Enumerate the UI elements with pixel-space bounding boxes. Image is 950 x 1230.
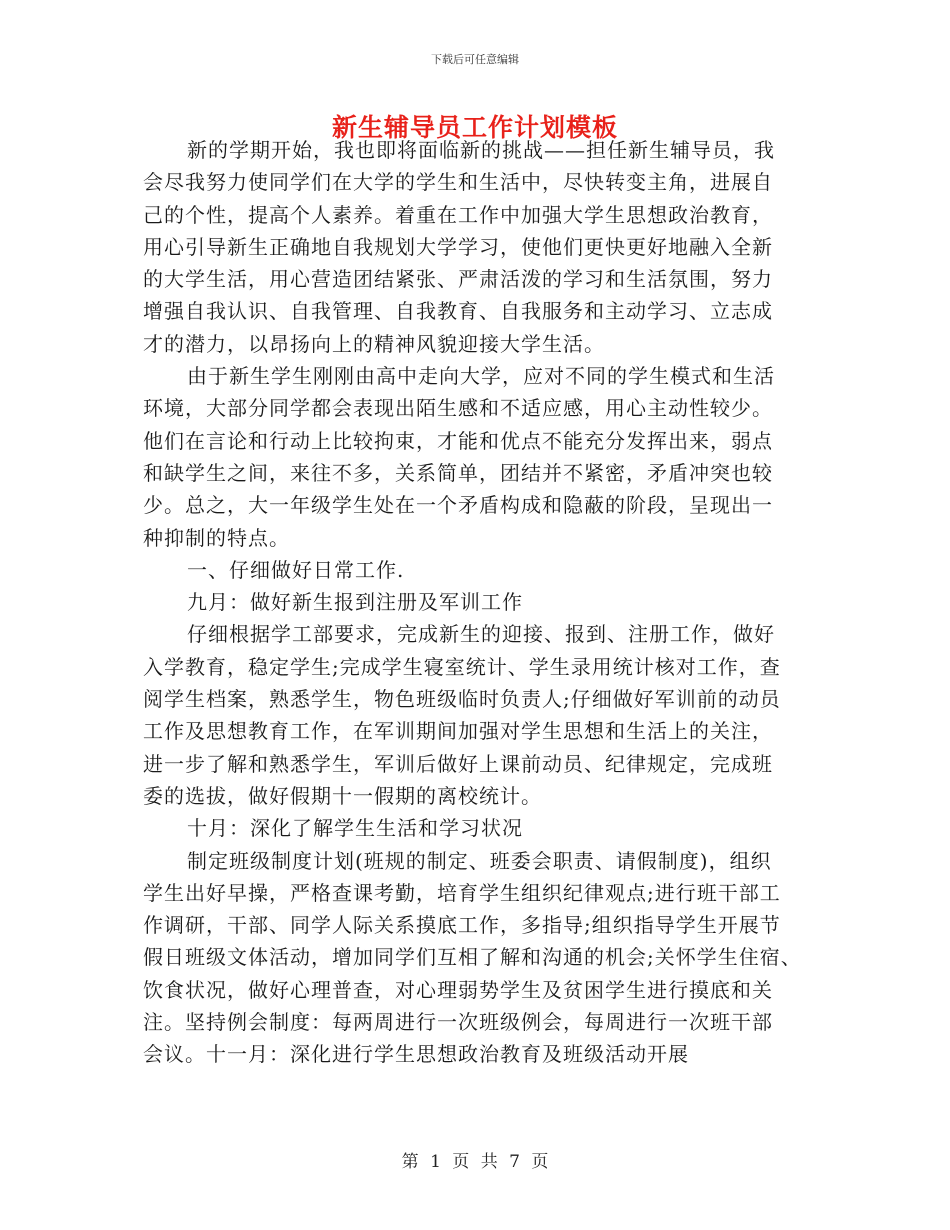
text-line: 和缺学生之间，来往不多，关系简单，团结并不紧密，矛盾冲突也较 — [143, 460, 773, 485]
document-title: 新生辅导员工作计划模板 — [331, 113, 618, 142]
text-line: 仔细根据学工部要求，完成新生的迎接、报到、注册工作，做好 — [187, 622, 775, 647]
text-line: 增强自我认识、自我管理、自我教育、自我服务和主动学习、立志成 — [143, 299, 773, 324]
text-line: 饮食状况，做好心理普查，对心理弱势学生及贫困学生进行摸底和关 — [143, 977, 773, 1002]
text-line: 环境，大部分同学都会表现出陌生感和不适应感，用心主动性较少。 — [143, 396, 773, 421]
text-line: 种抑制的特点。 — [143, 525, 290, 550]
text-line: 九月：做好新生报到注册及军训工作 — [187, 590, 523, 615]
text-line: 工作及思想教育工作，在军训期间加强对学生思想和生活上的关注， — [143, 719, 773, 744]
text-line: 一、仔细做好日常工作. — [187, 557, 405, 582]
text-line: 学生出好早操，严格查课考勤，培育学生组织纪律观点;进行班干部工 — [143, 880, 781, 905]
text-line: 才的潜力，以昂扬向上的精神风貌迎接大学生活。 — [143, 331, 605, 356]
text-line: 委的选拔，做好假期十一假期的离校统计。 — [143, 783, 542, 808]
text-line: 阅学生档案，熟悉学生，物色班级临时负责人;仔细做好军训前的动员 — [143, 687, 781, 712]
text-line: 进一步了解和熟悉学生，军训后做好上课前动员、纪律规定，完成班 — [143, 751, 773, 776]
text-line: 十月：深化了解学生生活和学习状况 — [187, 816, 523, 841]
text-line: 己的个性，提高个人素养。着重在工作中加强大学生思想政治教育， — [143, 202, 773, 227]
text-line: 注。坚持例会制度：每两周进行一次班级例会，每周进行一次班干部 — [143, 1010, 773, 1035]
text-line: 他们在言论和行动上比较拘束，才能和优点不能充分发挥出来，弱点 — [143, 428, 773, 453]
text-line: 会议。十一月：深化进行学生思想政治教育及班级活动开展 — [143, 1042, 689, 1067]
page-footer: 第 1 页 共 7 页 — [401, 1152, 549, 1172]
text-line: 会尽我努力使同学们在大学的学生和生活中，尽快转变主角，进展自 — [143, 170, 773, 195]
text-line: 作调研，干部、同学人际关系摸底工作，多指导;组织指导学生开展节 — [143, 913, 781, 938]
text-line: 制定班级制度计划(班规的制定、班委会职责、请假制度)，组织 — [187, 848, 772, 873]
text-line: 用心引导新生正确地自我规划大学学习，使他们更快更好地融入全新 — [143, 234, 773, 259]
document-body — [143, 134, 813, 1071]
header-note: 下载后可任意编辑 — [431, 53, 519, 66]
text-line: 由于新生学生刚刚由高中走向大学，应对不同的学生模式和生活 — [187, 364, 775, 389]
text-line: 入学教育，稳定学生;完成学生寝室统计、学生录用统计核对工作，查 — [143, 654, 781, 679]
text-line: 新的学期开始，我也即将面临新的挑战——担任新生辅导员，我 — [187, 138, 775, 162]
text-line: 少。总之，大一年级学生处在一个矛盾构成和隐蔽的阶段，呈现出一 — [143, 493, 773, 518]
text-line: 假日班级文体活动，增加同学们互相了解和沟通的机会;关怀学生住宿、 — [143, 945, 802, 970]
text-line: 的大学生活，用心营造团结紧张、严肃活泼的学习和生活氛围，努力 — [143, 267, 773, 292]
